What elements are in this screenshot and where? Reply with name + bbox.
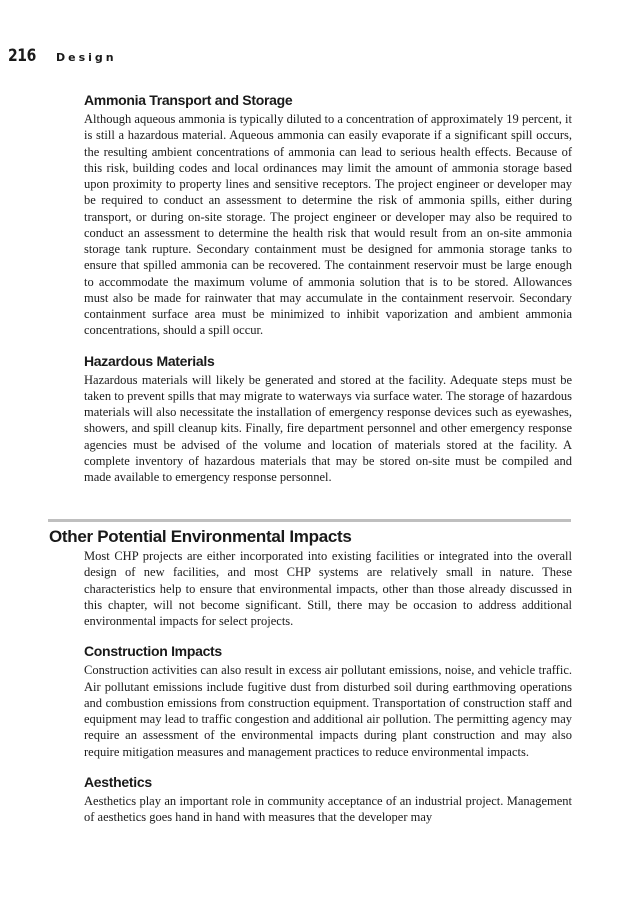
page-number: 216 [8,46,36,66]
main-content-lower [84,548,572,837]
heading-aesthetics: Aesthetics [84,773,152,790]
running-head: Design [56,51,117,64]
heading-hazardous-materials: Hazardous Materials [84,352,215,369]
section-divider [48,519,571,522]
paragraph-construction-impacts: Construction activities can also result in excess air pollutant emissions, noise, and vehicle traffic. Air pollutant emissions include fugitive dust from disturbed soil during earthmoving operations and combustion emissions from construction equipment. Transportation of construction staff and equipment may lead to traffic congestion and additional air pollution. The permitting agency may require an assessment of the environmental impacts during plant construction and may also require mitigation measures and management practices to reduce environmental impacts. [84,663,572,759]
heading-ammonia-transport: Ammonia Transport and Storage [84,92,293,108]
paragraph-other-impacts: Most CHP projects are either incorporated into existing facilities or integrated into the overall design of new facilities, and most CHP systems are relatively small in nature. These characteristics help to ensure that environmental impacts, other than those already discussed in this chapter, will not become significant. Still, there may be occasion to address additional environmental impacts for select projects. [84,549,572,628]
paragraph-aesthetics: Aesthetics play an important role in community acceptance of an industrial project. Management of aesthetics goes hand in hand with measures that the developer may [84,793,572,824]
paragraph-ammonia-transport: Although aqueous ammonia is typically diluted to a concentration of approximately 19 percent, it is still a hazardous material. Aqueous ammonia can easily evaporate if a significant spill occurs, the resulting ambient concentrations of ammonia can lead to serious health effects. Because of this risk, building codes and local ordinances may limit the amount of ammonia storage based upon proximity to property lines and sensitive receptors. The project engineer or developer may be required to conduct an assessment to determine the risk of ammonia spills, either during transport, or during on-site storage. The project engineer or developer may also be required to conduct an assessment to determine the health risk that would result from an on-site ammonia storage tank rupture. Secondary containment must be designed for ammonia storage tanks to ensure that spilled ammonia can be recovered. The containment reservoir must be large enough to accommodate the maximum volume of ammonia solution that is to be stored. Allowances must also be made for rainwater that may accumulate in the containment reservoir. Secondary containment surface area must be minimized to inhibit vaporization and ambient ammonia concentrations, should a spill occur. [84,112,572,338]
heading-construction-impacts: Construction Impacts [84,643,222,660]
heading-other-impacts: Other Potential Environmental Impacts [49,527,352,546]
page-header [8,46,117,70]
paragraph-hazardous-materials: Hazardous materials will likely be generated and stored at the facility. Adequate steps must be taken to prevent spills that may migrate to waterways via surface water. The storage of hazardous materials will also necessitate the installation of emergency response devices such as eyewashes, showers, and spill cleanup kits. Finally, fire department personnel and other emergency response agencies must be advised of the volume and location of materials stored at the facility. A complete inventory of hazardous materials that may be stored on-site must be compiled and made available to emergency response personnel. [84,372,572,484]
main-content-upper [84,90,572,497]
